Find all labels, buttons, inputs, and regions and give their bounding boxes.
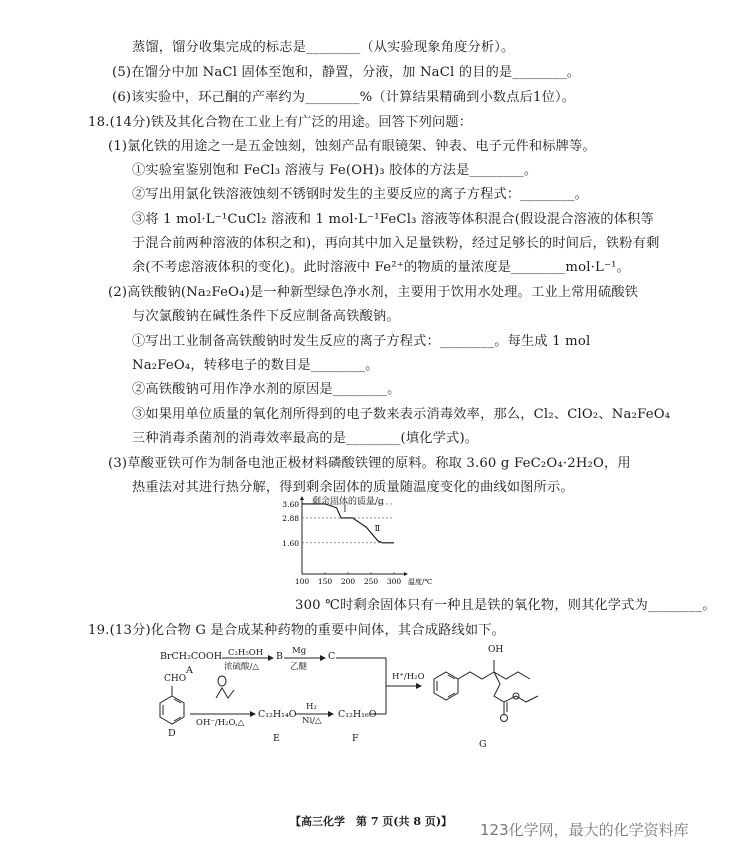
arrow3-bottom-label: OH⁻/H₂O,△	[196, 718, 245, 728]
label-f: F	[352, 733, 359, 744]
text-line-7: ②写出用氯化铁溶液蚀刻不锈钢时发生的主要反应的离子方程式：________。	[132, 187, 588, 202]
butanone-structure	[216, 676, 234, 698]
text-line-1: 蒸馏，馏分收集完成的标志是________（从实验现象角度分析）。	[132, 40, 515, 55]
text-line-13: ①写出工业制备高铁酸钠时发生反应的离子方程式：________。每生成 1 mol	[132, 334, 591, 349]
label-e: E	[273, 733, 280, 744]
text-line-17: 三种消毒杀菌剂的消毒效率最高的是________(填化学式)。	[132, 431, 479, 446]
page-footer: 【高三化学 第 7 页(共 8 页)】	[290, 815, 453, 828]
mass-curve	[302, 504, 394, 543]
oh-label: OH	[488, 645, 504, 655]
text-line-8: ③将 1 mol·L⁻¹CuCl₂ 溶液和 1 mol·L⁻¹FeCl₃ 溶液等体积混合(假设混合溶液的体积等	[132, 212, 654, 227]
annotation-2: Ⅱ	[374, 524, 381, 534]
text-line-5: (1)氯化铁的用途之一是五金蚀刻，蚀刻产品有眼镜架、钟表、电子元件和标牌等。	[108, 139, 596, 154]
annotation-1: Ⅰ	[343, 504, 347, 514]
text-line-11: (2)高铁酸钠(Na₂FeO₄)是一种新型绿色净水剂，主要用于饮用水处理。工业上常用硫酸铁	[108, 285, 639, 300]
x-tick-label-3: 250	[363, 577, 379, 586]
benzaldehyde-structure	[160, 686, 184, 724]
arrow1-bottom-label: 浓硫酸/△	[224, 662, 259, 672]
text-line-18: (3)草酸亚铁可作为制备电池正极材料磷酸铁锂的原料。称取 3.60 g FeC₂O₄·2H₂O，用	[108, 456, 631, 471]
text-line-9: 于混合前两种溶液的体积之和)，再向其中加入足量铁粉，经过足够长的时间后，铁粉有剩	[132, 236, 660, 251]
x-axis-label: 温度/℃	[408, 578, 433, 586]
thermogravimetric-chart	[262, 496, 433, 596]
y-tick-label-0: 3.60	[282, 499, 299, 509]
text-line-12: 与次氯酸钠在碱性条件下反应制备高铁酸钠。	[132, 309, 400, 324]
label-d: D	[168, 728, 176, 739]
question-18-heading: 18.(14分)铁及其化合物在工业上有广泛的用途。回答下列问题：	[88, 115, 473, 130]
compound-b: B	[276, 651, 283, 662]
arrow4-top-label: H₂	[306, 702, 317, 712]
product-g-structure	[434, 660, 538, 722]
arrow4-bottom-label: Ni/△	[302, 716, 322, 726]
watermark: 123化学网，最大的化学资料库	[480, 821, 689, 839]
x-tick-label-1: 150	[317, 577, 333, 586]
label-a: A	[186, 665, 193, 676]
text-line-10: 余(不考虑溶液体积的变化)。此时溶液中 Fe²⁺的物质的量浓度是________mol·L⁻¹。	[132, 260, 631, 275]
compound-f: C₁₂H₁₆O	[338, 709, 377, 720]
text-line-6: ①实验室鉴别饱和 FeCl₃ 溶液与 Fe(OH)₃ 胶体的方法是________。	[132, 163, 538, 178]
x-tick-label-4: 300	[386, 577, 402, 586]
question-19-heading: 19.(13分)化合物 G 是合成某种药物的重要中间体，其合成路线如下。	[88, 623, 506, 638]
arrow1-top-label: C₂H₅OH	[228, 648, 264, 658]
reactant-a: BrCH₂COOH	[160, 651, 223, 662]
text-line-14: Na₂FeO₄，转移电子的数目是________。	[132, 358, 379, 373]
text-line-2: (5)在馏分中加 NaCl 固体至饱和，静置，分液，加 NaCl 的目的是________。	[112, 65, 581, 80]
cho-label: CHO	[164, 674, 187, 684]
arrow2-bottom-label: 乙醚	[290, 662, 308, 672]
y-tick-label-1: 2.88	[282, 513, 299, 523]
text-line-19: 热重法对其进行热分解，得到剩余固体的质量随温度变化的曲线如图所示。	[132, 480, 574, 495]
compound-c: C	[328, 651, 336, 662]
y-tick-label-2: 1.60	[282, 538, 299, 548]
arrow2-top-label: Mg	[292, 646, 307, 656]
x-tick-label-2: 200	[340, 577, 356, 586]
compound-e: C₁₂H₁₄O	[258, 709, 297, 720]
x-axis-arrow	[404, 572, 408, 576]
chart-ylabel: 剩余固体的质量/g	[312, 497, 384, 507]
y-axis-arrow	[300, 496, 304, 500]
label-g: G	[479, 739, 487, 750]
text-line-15: ②高铁酸钠可用作净水剂的原因是________。	[132, 382, 401, 397]
text-line-16: ③如果用单位质量的氧化剂所得到的电子数来表示消毒效率，那么，Cl₂、ClO₂、Na₂FeO₄	[132, 407, 671, 422]
text-line-3: (6)该实验中，环己酮的产率约为________%（计算结果精确到小数点后1位）。	[112, 90, 576, 105]
arrow-final-label: H⁺/H₂O	[392, 672, 425, 682]
x-tick-label-0: 100	[294, 577, 310, 586]
text-line-20: 300 ℃时剩余固体只有一种且是铁的氧化物，则其化学式为________。	[295, 598, 716, 613]
